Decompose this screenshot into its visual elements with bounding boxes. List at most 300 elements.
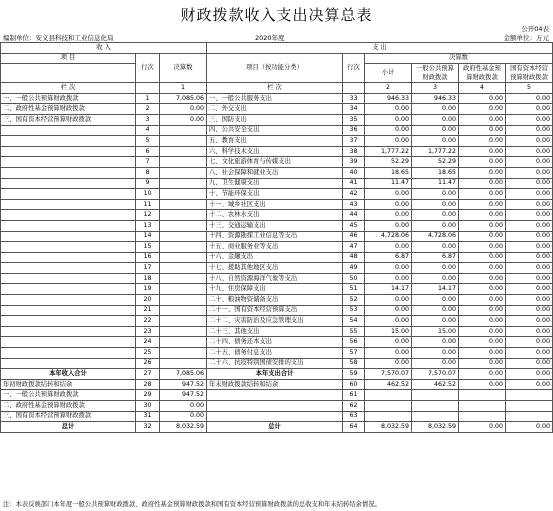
soe-budget-value: 0.00: [506, 422, 553, 433]
income-item: [1, 242, 136, 253]
income-item: [1, 358, 136, 369]
expense-item: 十五、商业服务业等支出: [207, 242, 343, 253]
expense-line-no: 39: [343, 157, 365, 168]
income-line-no: 30: [136, 401, 160, 412]
table-row: [1, 252, 553, 263]
col-index-2: 2: [365, 83, 412, 94]
soe-budget-value: 0.00: [506, 93, 553, 104]
expense-item: 总计: [207, 422, 343, 433]
header-gen-budget: 一般公共预算财政拨款: [412, 64, 459, 83]
soe-budget-value: 0.00: [506, 114, 553, 125]
gov-fund-value: [459, 390, 506, 401]
soe-budget-value: 0.00: [506, 189, 553, 200]
income-amount: 0.00: [160, 114, 207, 125]
gov-fund-value: 0.00: [459, 369, 506, 380]
subtotal-value: 1,777.22: [365, 146, 412, 157]
gov-fund-value: 0.00: [459, 242, 506, 253]
expense-line-no: 57: [343, 348, 365, 359]
soe-budget-value: 0.00: [506, 231, 553, 242]
subtotal-value: 462.52: [365, 379, 412, 390]
income-amount: [160, 231, 207, 242]
expense-item: 十六、金融支出: [207, 252, 343, 263]
income-item: 本年收入合计: [1, 369, 136, 380]
income-item: [1, 136, 136, 147]
unit-label: 编制单位：安义县科技和工业信息化局: [3, 34, 114, 42]
gen-budget-value: 0.00: [412, 348, 459, 359]
expense-line-no: 33: [343, 93, 365, 104]
expense-line-no: 50: [343, 273, 365, 284]
soe-budget-value: 0.00: [506, 295, 553, 306]
gov-fund-value: 0.00: [459, 125, 506, 136]
header-final-group: 决算数: [365, 53, 553, 64]
income-amount: 8,032.59: [160, 422, 207, 433]
subtotal-value: 0.00: [365, 210, 412, 221]
expense-line-no: 40: [343, 167, 365, 178]
income-line-no: 19: [136, 284, 160, 295]
income-line-no: 3: [136, 114, 160, 125]
gov-fund-value: 0.00: [459, 348, 506, 359]
subtotal-value: 11.47: [365, 178, 412, 189]
income-line-no: 9: [136, 178, 160, 189]
gen-budget-value: 8,032.59: [412, 422, 459, 433]
income-item: [1, 273, 136, 284]
gov-fund-value: 0.00: [459, 305, 506, 316]
soe-budget-value: 0.00: [506, 252, 553, 263]
footnote: 注：本表反映部门本年度一般公共预算财政拨款、政府性基金预算财政拨款和国有资本经营预算财政拨款的总收支和年末结转结余情况。: [3, 501, 381, 508]
gov-fund-value: 0.00: [459, 273, 506, 284]
header-expense-line-no: 行次: [343, 53, 365, 83]
income-amount: [160, 136, 207, 147]
gen-budget-value: 0.00: [412, 316, 459, 327]
header-gov-fund: 政府性基金预算财政拨款: [459, 64, 506, 83]
expense-line-no: 36: [343, 125, 365, 136]
gov-fund-value: 0.00: [459, 146, 506, 157]
expense-line-no: 53: [343, 305, 365, 316]
table-row: [1, 242, 553, 253]
income-line-no: 17: [136, 263, 160, 274]
table-row: [1, 348, 553, 359]
soe-budget-value: [506, 411, 553, 422]
expense-line-no: 42: [343, 189, 365, 200]
table-row: [1, 146, 553, 157]
soe-budget-value: 0.00: [506, 157, 553, 168]
soe-budget-value: 0.00: [506, 358, 553, 369]
income-line-no: 18: [136, 273, 160, 284]
income-amount: 0.00: [160, 401, 207, 412]
subtotal-value: [365, 390, 412, 401]
table-row: [1, 125, 553, 136]
income-line-no: 29: [136, 390, 160, 401]
subtotal-value: 0.00: [365, 337, 412, 348]
income-line-no: 2: [136, 104, 160, 115]
gen-budget-value: 0.00: [412, 337, 459, 348]
gov-fund-value: 0.00: [459, 114, 506, 125]
income-item: [1, 284, 136, 295]
subtotal-value: 0.00: [365, 104, 412, 115]
gov-fund-value: 0.00: [459, 284, 506, 295]
soe-budget-value: 0.00: [506, 136, 553, 147]
gen-budget-value: 52.29: [412, 157, 459, 168]
header-subtotal: 小计: [365, 64, 412, 83]
soe-budget-value: 0.00: [506, 263, 553, 274]
meta-row: [0, 33, 553, 42]
expense-line-no: 63: [343, 411, 365, 422]
expense-line-no: 64: [343, 422, 365, 433]
income-amount: [160, 220, 207, 231]
income-line-no: 1: [136, 93, 160, 104]
income-item: [1, 210, 136, 221]
column-label-right: 栏 次: [207, 83, 343, 94]
gen-budget-value: 7,570.07: [412, 369, 459, 380]
gov-fund-value: 0.00: [459, 326, 506, 337]
income-item: [1, 157, 136, 168]
income-amount: [160, 178, 207, 189]
expense-item: 四、公共安全支出: [207, 125, 343, 136]
gen-budget-value: 0.00: [412, 295, 459, 306]
soe-budget-value: 0.00: [506, 167, 553, 178]
income-amount: [160, 189, 207, 200]
expense-item: 二十二、灾害防治及应急管理支出: [207, 316, 343, 327]
header-expense-item: 项目（按功能分类）: [207, 53, 343, 83]
income-item: [1, 178, 136, 189]
income-line-no: 11: [136, 199, 160, 210]
income-item: [1, 337, 136, 348]
soe-budget-value: 0.00: [506, 273, 553, 284]
year-label: 2020年度: [255, 34, 285, 42]
expense-item: 十三、交通运输支出: [207, 220, 343, 231]
gov-fund-value: 0.00: [459, 136, 506, 147]
expense-item: 十、节能环保支出: [207, 189, 343, 200]
income-item: 三、国有资本经营预算财政拨款: [1, 411, 136, 422]
income-line-no: 23: [136, 326, 160, 337]
gov-fund-value: 0.00: [459, 252, 506, 263]
income-amount: [160, 167, 207, 178]
income-item: [1, 263, 136, 274]
expense-item: 一、一般公共服务支出: [207, 93, 343, 104]
gen-budget-value: [412, 390, 459, 401]
gen-budget-value: 462.52: [412, 379, 459, 390]
income-line-no: 32: [136, 422, 160, 433]
income-item: [1, 326, 136, 337]
gen-budget-value: 0.00: [412, 136, 459, 147]
income-amount: [160, 305, 207, 316]
expense-line-no: 61: [343, 390, 365, 401]
table-row: [1, 167, 553, 178]
income-line-no: 25: [136, 348, 160, 359]
soe-budget-value: 0.00: [506, 242, 553, 253]
soe-budget-value: 0.00: [506, 146, 553, 157]
table-row: [1, 316, 553, 327]
header-expense: 支 出: [207, 43, 553, 54]
subtotal-value: 52.29: [365, 157, 412, 168]
income-line-no: 7: [136, 157, 160, 168]
header-line-no: 行次: [136, 53, 160, 83]
gov-fund-value: 0.00: [459, 93, 506, 104]
income-item: 一、一般公共预算财政拨款: [1, 93, 136, 104]
table-row: [1, 136, 553, 147]
table-row: [1, 326, 553, 337]
subtotal-value: 14.17: [365, 284, 412, 295]
table-row: [1, 114, 553, 125]
gen-budget-value: 0.00: [412, 210, 459, 221]
subtotal-value: 15.00: [365, 326, 412, 337]
income-line-no: 24: [136, 337, 160, 348]
expense-item: 二十六、抗疫特别国债安排的支出: [207, 358, 343, 369]
expense-item: 八、社会保障和就业支出: [207, 167, 343, 178]
subtotal-value: 0.00: [365, 295, 412, 306]
gov-fund-value: 0.00: [459, 337, 506, 348]
income-amount: [160, 199, 207, 210]
gov-fund-value: [459, 411, 506, 422]
soe-budget-value: 0.00: [506, 305, 553, 316]
income-amount: [160, 210, 207, 221]
expense-line-no: 52: [343, 295, 365, 306]
col-index-5: 5: [506, 83, 553, 94]
income-amount: 7,085.06: [160, 369, 207, 380]
subtotal-value: 0.00: [365, 114, 412, 125]
gov-fund-value: [459, 401, 506, 412]
income-item: [1, 199, 136, 210]
column-label-left: 栏 次: [1, 83, 136, 94]
expense-item: [207, 390, 343, 401]
soe-budget-value: 0.00: [506, 369, 553, 380]
table-row: [1, 284, 553, 295]
income-item: [1, 348, 136, 359]
expense-line-no: 34: [343, 104, 365, 115]
subtotal-value: 0.00: [365, 305, 412, 316]
income-line-no: 14: [136, 231, 160, 242]
table-row: [1, 189, 553, 200]
expense-line-no: 55: [343, 326, 365, 337]
subtotal-value: 0.00: [365, 242, 412, 253]
income-item: 总计: [1, 422, 136, 433]
expense-item: 七、文化旅游体育与传媒支出: [207, 157, 343, 168]
gen-budget-value: 4,728.06: [412, 231, 459, 242]
income-amount: 0.00: [160, 104, 207, 115]
table-row: [1, 369, 553, 380]
subtotal-value: 0.00: [365, 358, 412, 369]
expense-line-no: 51: [343, 284, 365, 295]
expense-line-no: 60: [343, 379, 365, 390]
expense-item: 五、教育支出: [207, 136, 343, 147]
soe-budget-value: 0.00: [506, 326, 553, 337]
expense-item: 二十一、国有资本经营预算支出: [207, 305, 343, 316]
expense-line-no: 58: [343, 358, 365, 369]
income-item: [1, 231, 136, 242]
income-amount: 7,085.06: [160, 93, 207, 104]
subtotal-value: 0.00: [365, 125, 412, 136]
gen-budget-value: 0.00: [412, 358, 459, 369]
col-index-3: 3: [412, 83, 459, 94]
table-row: [1, 337, 553, 348]
income-amount: 947.52: [160, 379, 207, 390]
income-line-no: 26: [136, 358, 160, 369]
subtotal-value: 8,032.59: [365, 422, 412, 433]
gov-fund-value: 0.00: [459, 167, 506, 178]
gov-fund-value: 0.00: [459, 210, 506, 221]
expense-item: 十七、援助其他地区支出: [207, 263, 343, 274]
income-amount: [160, 284, 207, 295]
gov-fund-value: 0.00: [459, 189, 506, 200]
header-final-amount: 决算数: [160, 53, 207, 83]
income-line-no: 5: [136, 136, 160, 147]
income-line-no: 8: [136, 167, 160, 178]
income-amount: [160, 146, 207, 157]
expense-item: [207, 411, 343, 422]
income-item: 二、政府性基金预算财政拨款: [1, 401, 136, 412]
gov-fund-value: 0.00: [459, 379, 506, 390]
income-amount: [160, 295, 207, 306]
table-row: [1, 104, 553, 115]
table-row: [1, 411, 553, 422]
gov-fund-value: 0.00: [459, 263, 506, 274]
subtotal-value: [365, 411, 412, 422]
income-line-no: 13: [136, 220, 160, 231]
income-line-no: 16: [136, 252, 160, 263]
expense-item: 年末财政拨款结转和结余: [207, 379, 343, 390]
gen-budget-value: 0.00: [412, 242, 459, 253]
header-soe-budget: 国有资本经营预算财政拨款: [506, 64, 553, 83]
gen-budget-value: 0.00: [412, 305, 459, 316]
header-item: 项 目: [1, 53, 136, 64]
gov-fund-value: 0.00: [459, 104, 506, 115]
gen-budget-value: 0.00: [412, 273, 459, 284]
table-row: [1, 263, 553, 274]
expense-line-no: 54: [343, 316, 365, 327]
expense-line-no: 62: [343, 401, 365, 412]
expense-line-no: 56: [343, 337, 365, 348]
subtotal-value: 0.00: [365, 316, 412, 327]
table-row: [1, 295, 553, 306]
gen-budget-value: 0.00: [412, 220, 459, 231]
header-income: 收 入: [1, 43, 207, 54]
income-amount: 947.52: [160, 390, 207, 401]
table-row: [1, 231, 553, 242]
gen-budget-value: 11.47: [412, 178, 459, 189]
expense-item: 三、国防支出: [207, 114, 343, 125]
soe-budget-value: 0.00: [506, 220, 553, 231]
soe-budget-value: 0.00: [506, 284, 553, 295]
income-item: [1, 220, 136, 231]
income-amount: [160, 358, 207, 369]
table-row: [1, 273, 553, 284]
subtotal-value: 0.00: [365, 189, 412, 200]
gen-budget-value: 0.00: [412, 199, 459, 210]
gov-fund-value: 0.00: [459, 220, 506, 231]
expense-item: 十一、城乡社区支出: [207, 199, 343, 210]
expense-item: 十八、自然资源海洋气象等支出: [207, 273, 343, 284]
expense-line-no: 48: [343, 252, 365, 263]
report-table: [0, 42, 553, 433]
income-line-no: 10: [136, 189, 160, 200]
income-line-no: 15: [136, 242, 160, 253]
expense-line-no: 49: [343, 263, 365, 274]
income-item: [1, 125, 136, 136]
table-row: [1, 220, 553, 231]
table-row: [1, 422, 553, 433]
subtotal-value: 0.00: [365, 220, 412, 231]
income-line-no: 12: [136, 210, 160, 221]
income-line-no: 6: [136, 146, 160, 157]
gen-budget-value: 0.00: [412, 114, 459, 125]
soe-budget-value: 0.00: [506, 104, 553, 115]
subtotal-value: 0.00: [365, 273, 412, 284]
expense-item: 十九、住房保障支出: [207, 284, 343, 295]
income-item: [1, 146, 136, 157]
income-line-no: 21: [136, 305, 160, 316]
gov-fund-value: 0.00: [459, 157, 506, 168]
income-amount: [160, 348, 207, 359]
gen-budget-value: [412, 411, 459, 422]
gov-fund-value: 0.00: [459, 199, 506, 210]
income-amount: [160, 157, 207, 168]
expense-line-no: 45: [343, 220, 365, 231]
expense-line-no: 37: [343, 136, 365, 147]
subtotal-value: 18.65: [365, 167, 412, 178]
expense-item: 二十、粮油物资储备支出: [207, 295, 343, 306]
table-row: [1, 390, 553, 401]
gov-fund-value: 0.00: [459, 316, 506, 327]
gen-budget-value: 15.00: [412, 326, 459, 337]
form-code: 公开04表: [521, 25, 549, 33]
income-amount: [160, 242, 207, 253]
soe-budget-value: [506, 401, 553, 412]
gen-budget-value: 18.65: [412, 167, 459, 178]
subtotal-value: 4,728.06: [365, 231, 412, 242]
subtotal-value: 6.87: [365, 252, 412, 263]
table-row: [1, 157, 553, 168]
expense-item: 二、外交支出: [207, 104, 343, 115]
gen-budget-value: 0.00: [412, 104, 459, 115]
income-amount: [160, 252, 207, 263]
table-row: [1, 305, 553, 316]
income-item: 一、一般公共预算财政拨款: [1, 390, 136, 401]
income-item: 年初财政拨款结转和结余: [1, 379, 136, 390]
soe-budget-value: 0.00: [506, 125, 553, 136]
amount-unit-label: 金额单位：万元: [503, 34, 549, 42]
soe-budget-value: 0.00: [506, 210, 553, 221]
table-row: [1, 379, 553, 390]
subtotal-value: 7,570.07: [365, 369, 412, 380]
expense-line-no: 47: [343, 242, 365, 253]
page-title: 财政拨款收入支出决算总表: [180, 6, 373, 24]
income-line-no: 4: [136, 125, 160, 136]
income-item: [1, 189, 136, 200]
income-item: [1, 167, 136, 178]
subtotal-value: 946.33: [365, 93, 412, 104]
gen-budget-value: 0.00: [412, 125, 459, 136]
gen-budget-value: 0.00: [412, 263, 459, 274]
income-amount: [160, 337, 207, 348]
table-row: [1, 210, 553, 221]
expense-item: 十二、农林水支出: [207, 210, 343, 221]
subtotal-value: 0.00: [365, 199, 412, 210]
expense-item: 二十三、其他支出: [207, 326, 343, 337]
income-amount: 0.00: [160, 411, 207, 422]
gen-budget-value: 1,777.22: [412, 146, 459, 157]
income-item: [1, 316, 136, 327]
expense-item: 九、卫生健康支出: [207, 178, 343, 189]
gen-budget-value: [412, 401, 459, 412]
expense-item: 二十五、债务付息支出: [207, 348, 343, 359]
col-index-4: 4: [459, 83, 506, 94]
gen-budget-value: 946.33: [412, 93, 459, 104]
expense-item: 六、科学技术支出: [207, 146, 343, 157]
expense-item: 二十四、债务还本支出: [207, 337, 343, 348]
expense-item: 本年支出合计: [207, 369, 343, 380]
table-row: [1, 401, 553, 412]
table-row: [1, 358, 553, 369]
